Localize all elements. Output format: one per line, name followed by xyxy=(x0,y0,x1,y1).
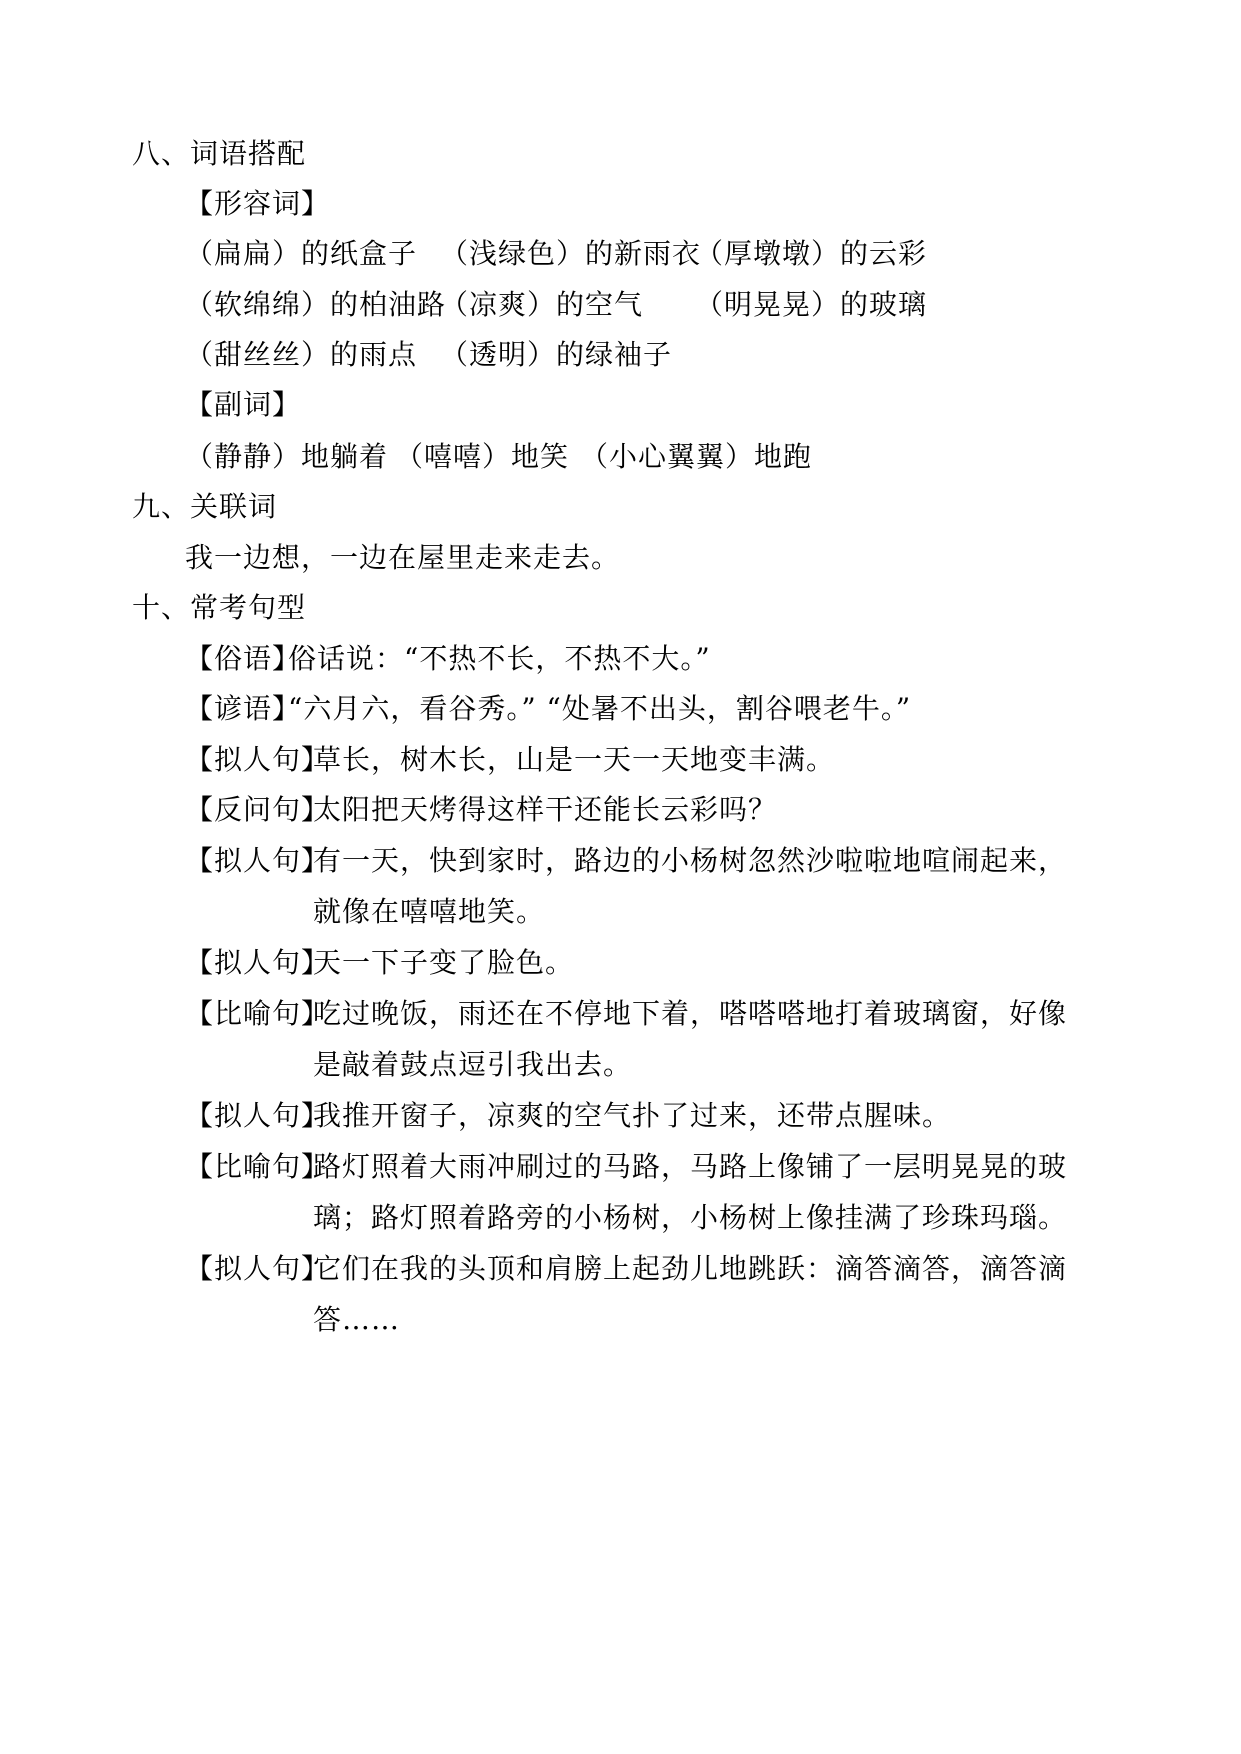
example-sentence: 答…… xyxy=(313,1303,401,1336)
adj-phrase: （浅绿色）的新雨衣 xyxy=(440,237,702,270)
example-sentence: 吃过晚饭，雨还在不停地下着，嗒嗒嗒地打着玻璃窗，好像 xyxy=(313,997,1068,1030)
example-sentence: 它们在我的头顶和肩膀上起劲儿地跳跃：滴答滴答，滴答滴 xyxy=(313,1252,1068,1285)
section-9-heading: 九、关联词 xyxy=(132,490,278,523)
sentence-type-tag: 【比喻句】 xyxy=(185,997,331,1030)
example-sentence: 太阳把天烤得这样干还能长云彩吗？ xyxy=(313,793,778,826)
section-10-heading: 十、常考句型 xyxy=(132,591,307,624)
sentence-type-tag: 【拟人句】 xyxy=(185,946,331,979)
section-8-heading: 八、词语搭配 xyxy=(132,137,307,170)
example-sentence: 路灯照着大雨冲刷过的马路，马路上像铺了一层明晃晃的玻 xyxy=(313,1150,1068,1183)
adv-phrase: （静静）地躺着 xyxy=(185,440,389,473)
sentence-type-tag: 【比喻句】 xyxy=(185,1150,331,1183)
sentence-type-tag: 【反问句】 xyxy=(185,793,331,826)
example-sentence: 我推开窗子，凉爽的空气扑了过来，还带点腥味。 xyxy=(313,1099,952,1132)
adverb-label: 【副词】 xyxy=(185,388,302,421)
example-sentence: 草长，树木长，山是一天一天地变丰满。 xyxy=(313,743,836,776)
adj-phrase: （厚墩墩）的云彩 xyxy=(695,237,928,270)
sentence-type-tag: 【拟人句】 xyxy=(185,844,331,877)
example-sentence: 天一下子变了脸色。 xyxy=(313,946,575,979)
adj-phrase: （明晃晃）的玻璃 xyxy=(695,288,928,321)
example-sentence: 是敲着鼓点逗引我出去。 xyxy=(313,1048,633,1081)
adv-phrase: （嘻嘻）地笑 xyxy=(395,440,570,473)
sentence-type-tag: 【拟人句】 xyxy=(185,1099,331,1132)
sentence-type-tag: 【谚语】 xyxy=(185,692,302,725)
adjective-label: 【形容词】 xyxy=(185,187,331,220)
example-sentence: “六月六，看谷秀。” “处暑不出头，割谷喂老牛。” xyxy=(288,692,912,725)
sentence-type-tag: 【拟人句】 xyxy=(185,743,331,776)
example-sentence: 就像在嘻嘻地笑。 xyxy=(313,895,546,928)
adj-phrase: （甜丝丝）的雨点 xyxy=(185,338,418,371)
example-sentence: 璃；路灯照着路旁的小杨树，小杨树上像挂满了珍珠玛瑙。 xyxy=(313,1201,1068,1234)
sentence-type-tag: 【俗语】 xyxy=(185,642,302,675)
adj-phrase: （软绵绵）的柏油路 xyxy=(185,288,447,321)
conjunction-sentence: 我一边想，一边在屋里走来走去。 xyxy=(185,541,621,574)
example-sentence: 俗话说：“不热不长，不热不大。” xyxy=(288,642,711,675)
sentence-type-tag: 【拟人句】 xyxy=(185,1252,331,1285)
example-sentence: 有一天，快到家时，路边的小杨树忽然沙啦啦地喧闹起来， xyxy=(313,844,1068,877)
adj-phrase: （透明）的绿袖子 xyxy=(440,338,673,371)
adj-phrase: （扁扁）的纸盒子 xyxy=(185,237,418,270)
adj-phrase: （凉爽）的空气 xyxy=(440,288,644,321)
adv-phrase: （小心翼翼）地跑 xyxy=(580,440,813,473)
